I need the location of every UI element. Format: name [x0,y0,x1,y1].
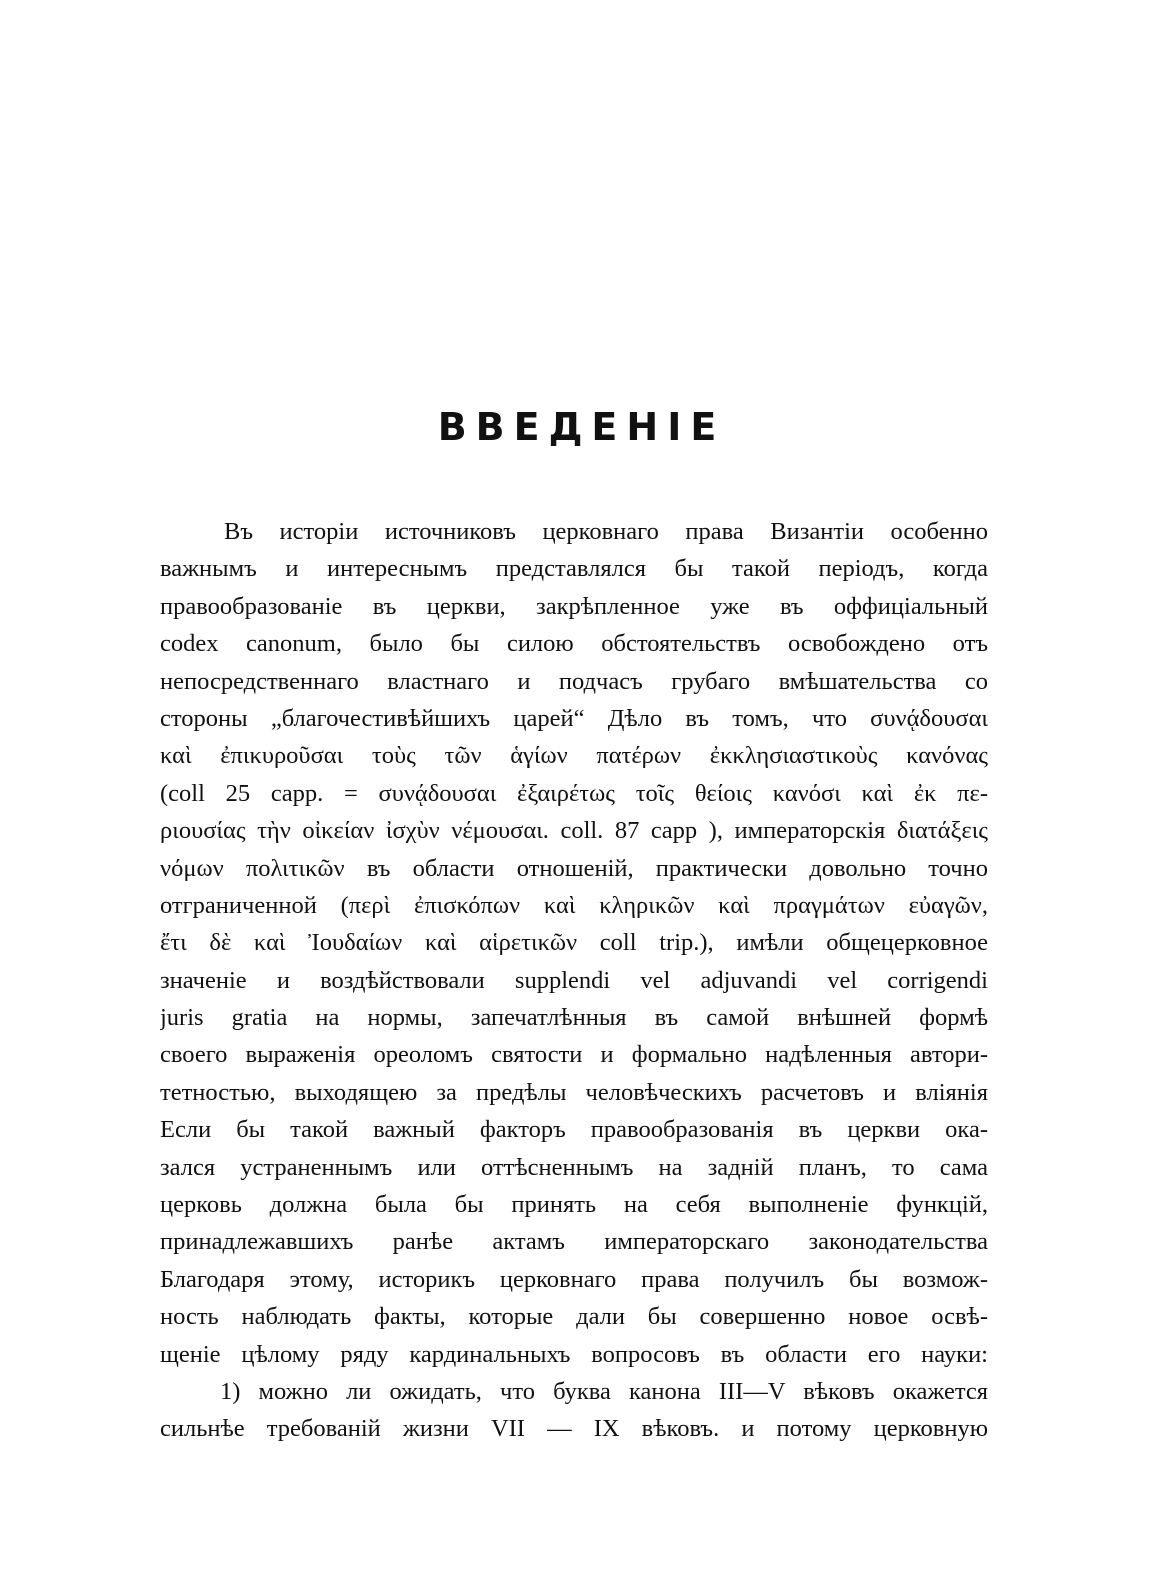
text-line: церковь должна была бы принять на себя выполненіе функцій, [160,1191,988,1219]
page-title: ВВЕДЕНІЕ [437,405,726,449]
text-line: отграниченной (περὶ ἐπισκόπων καὶ κληρικῶν καὶ πραγμάτων εὐαγῶν, [160,891,988,919]
text-line: важнымъ и интереснымъ представлялся бы такой періодъ, когда [160,555,988,583]
text-line: стороны „благочестивѣйшихъ царей“ Дѣло въ томъ, что συνᾴδουσαι [160,704,988,732]
text-line: непосредственнаго властнаго и подчасъ грубаго вмѣшательства со [160,667,988,695]
text-line: Въ исторіи источниковъ церковнаго права Византіи особенно [224,518,988,545]
text-line: правообразованіе въ церкви, закрѣпленное уже въ оффиціальный [160,592,988,620]
text-line: ριουσίας τὴν οἰκείαν ἰσχὺν νέμουσαι. coll. 87 capp ), императорскія διατάξεις [160,817,988,845]
text-line: Благодаря этому, историкъ церковнаго права получилъ бы возмож- [160,1265,988,1293]
text-line: καὶ ἐπικυροῦσαι τοὺς τῶν ἁγίων πατέρων ἐκκλησιαστικοὺς κανόνας [160,742,988,770]
text-line: ἔτι δὲ καὶ Ἰουδαίων καὶ αἱρετικῶν coll trip.), имѣли общецерковное [160,929,988,957]
text-line: зался устраненнымъ или оттѣсненнымъ на задній планъ, то сама [160,1153,988,1181]
text-line: juris gratia на нормы, запечатлѣнныя въ самой внѣшней формѣ [160,1004,988,1032]
text-line: принадлежавшихъ ранѣе актамъ императорскаго законодательства [160,1228,988,1256]
text-line: (coll 25 capp. = συνᾴδουσαι ἐξαιρέτως τοῖς θείοις κανόσι καὶ ἐκ πε- [160,779,988,807]
text-line: Если бы такой важный факторъ правообразованія въ церкви ока- [160,1116,988,1144]
body-text [160,513,988,1448]
text-line: ность наблюдать факты, которые дали бы совершенно новое освѣ- [160,1303,988,1331]
text-line: своего выраженія ореоломъ святости и формально надѣленныя автори- [160,1041,988,1069]
text-line: значеніе и воздѣйствовали supplendi vel adjuvandi vel corrigendi [160,966,988,994]
text-line: тетностью, выходящею за предѣлы человѣческихъ расчетовъ и вліянія [160,1078,988,1106]
text-line: сильнѣе требованій жизни VII — IX вѣковъ. и потому церковную [160,1415,988,1443]
text-line: νόμων πολιτικῶν въ области отношеній, практически довольно точно [160,854,988,882]
text-line: codex canonum, было бы силою обстоятельствъ освобождено отъ [160,630,988,658]
text-line: щеніе цѣлому ряду кардинальныхъ вопросовъ въ области его науки: [160,1340,988,1368]
text-line: 1) можно ли ожидать, что буква канона III—V вѣковъ окажется [220,1377,988,1405]
